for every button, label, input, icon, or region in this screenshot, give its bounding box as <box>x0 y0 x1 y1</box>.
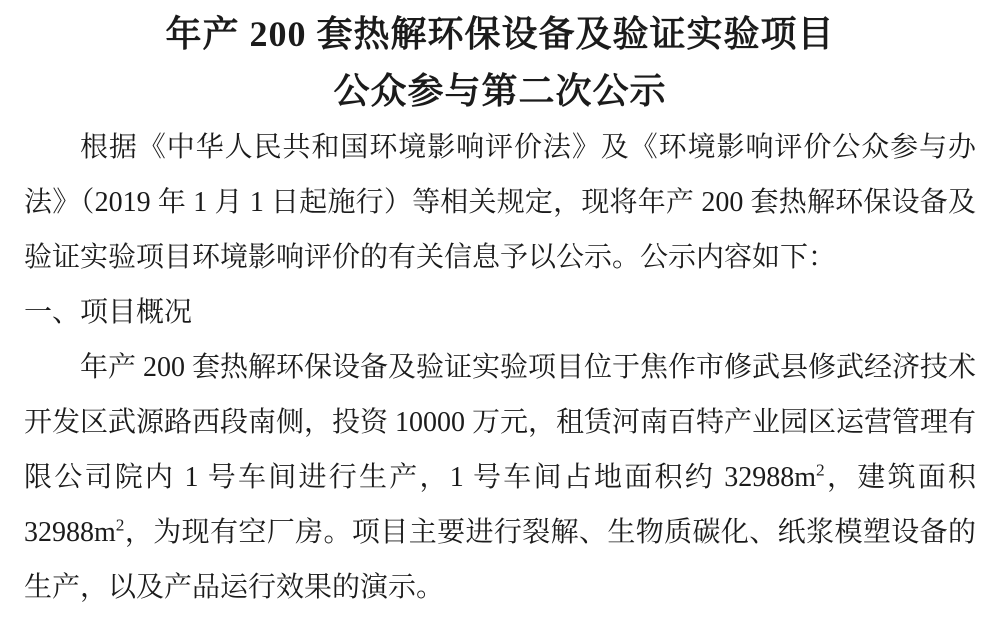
title-line-2: 公众参与第二次公示 <box>333 71 667 111</box>
paragraph-project-overview: 年产 200 套热解环保设备及验证实验项目位于焦作市修武县修武经济技术开发区武源路西段南侧，投资 10000 万元，租赁河南百特产业园区运营管理有限公司院内 1 号车间进行生产，1 号车间占地面积约 $32988m^2$，建筑面积 $32988m^2$，为现有空厂房。项目主要进行裂解、生物质碳化、纸浆模塑设备的生产，以及产品运行效果的演示。 <box>24 352 977 603</box>
title-line-1: 年产 200 套热解环保设备及验证实验项目 <box>165 14 835 54</box>
section-heading-project-overview: 一、项目概况 <box>24 297 193 328</box>
document-title <box>0 0 1000 120</box>
document-body <box>0 120 1000 615</box>
paragraph-legal-basis: 根据《中华人民共和国环境影响评价法》及《环境影响评价公众参与办法》（2019 年 1 月 1 日起施行）等相关规定，现将年产 200 套热解环保设备及验证实验项目环境影响评价的有关信息予以公示。公示内容如下： <box>24 132 976 273</box>
